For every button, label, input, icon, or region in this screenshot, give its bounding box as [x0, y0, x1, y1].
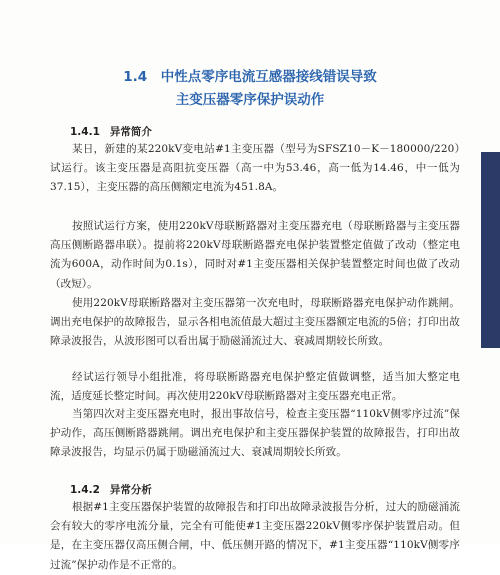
paragraph-analysis: 根据#1主变压器保护装置的故障报告和打印出故障录波报告分析，过大的励磁涌流会有较大的零序电流分量，完全有可能使#1主变压器220kV侧零序保护装置启动。但是，在主变压器仅高压侧合闸，中、低压侧开路的情况下，#1主变压器“110kV侧零序过流”保护动作是不正常的。	[50, 501, 460, 571]
chapter-edge-tab	[481, 152, 500, 348]
section-title-line-1: 1.4 中性点零序电流互感器接线错误导致	[123, 69, 377, 85]
paragraph-first-charge: 使用220kV母联断路器对主变压器第一次充电时，母联断路器充电保护动作跳闸。调出充电保护的故障报告，显示各相电流值最大超过主变压器额定电流的5倍；打印出故障录波报告，从波形图可以看出属于励磁涌流过大、衰减周期较长所致。	[50, 297, 460, 348]
subsection-title: 异常简介	[109, 126, 152, 138]
paragraph-fourth-charge: 当第四次对主变压器充电时，报出事故信号，检查主变压器“110kV侧零序过流”保护动作，高压侧断路器跳闸。调出充电保护和主变压器保护装置的故障报告，打印出故障录波报告，均显示仍属于励磁涌流过大、衰减周期较长所致。	[50, 408, 460, 459]
subsection-heading-1-4-2	[70, 482, 152, 497]
subsection-number: 1.4.2	[70, 484, 100, 496]
paragraph-test-plan: 按照试运行方案，使用220kV母联断路器对主变压器充电（母联断路器与主变压器高压侧断路器串联）。提前将220kV母联断路器充电保护装置整定值做了改动（整定电流为600A，动作时间为0.1s），同时对#1主变压器相关保护装置整定时间也做了改动（改短）。	[50, 220, 460, 290]
paragraph-adjustment: 经试运行领导小组批准，将母联断路器充电保护整定值做调整，适当加大整定电流，适度延长整定时间。再次使用220kV母联断路器对主变压器充电正常。	[50, 371, 460, 403]
subsection-title: 异常分析	[109, 484, 152, 496]
subsection-heading-1-4-1	[70, 124, 152, 139]
paragraph-intro: 某日，新建的某220kV变电站#1主变压器（型号为SFSZ10－K－180000/220）试运行。该主变压器是高阻抗变压器（高一中为53.46，高一低为14.46，中一低为37.15），主变压器的高压侧额定电流为451.8A。	[50, 143, 460, 194]
section-title-line-2: 主变压器零序保护误动作	[175, 92, 325, 108]
subsection-number: 1.4.1	[70, 126, 100, 138]
